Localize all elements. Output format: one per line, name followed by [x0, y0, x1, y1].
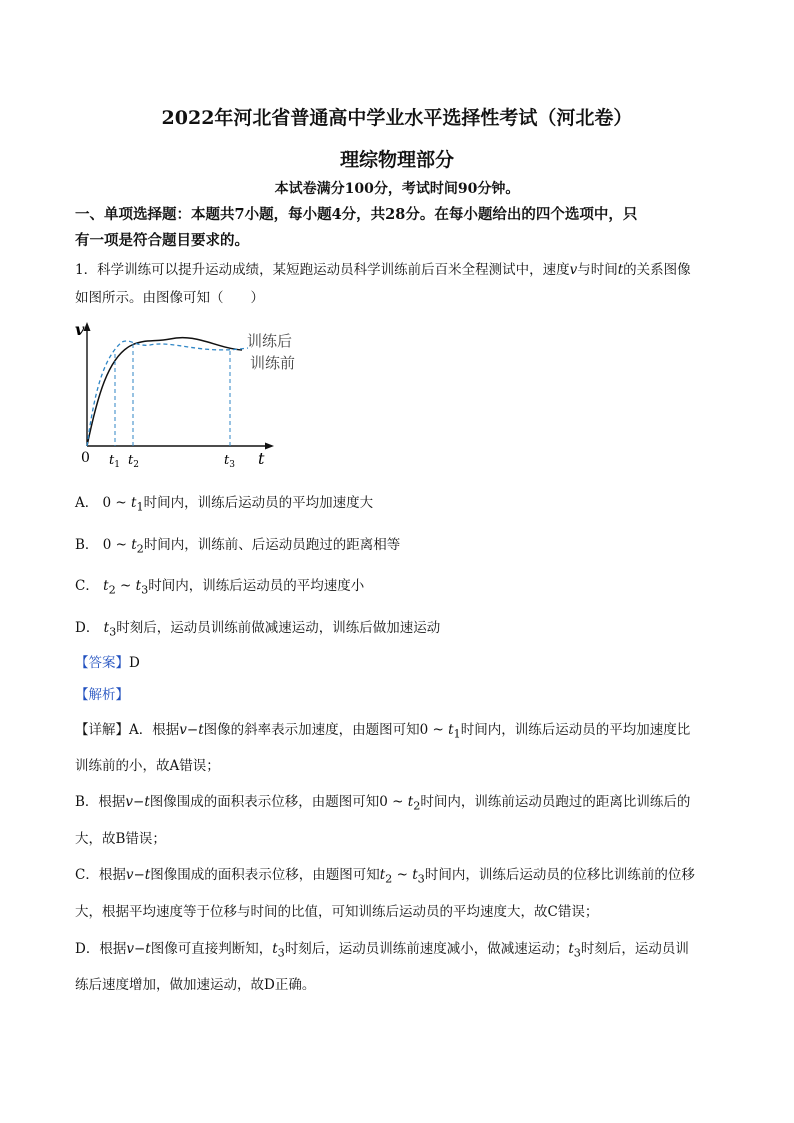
- answer-label: 【答案】: [75, 655, 129, 671]
- option-d-label: D．: [75, 620, 100, 636]
- t2-label: $t_2$: [128, 453, 139, 468]
- question-line1: [75, 258, 691, 278]
- analysis-label: 【解析】: [75, 687, 129, 703]
- y-axis-arrow-icon: [84, 322, 91, 331]
- origin-label: 0: [81, 450, 90, 466]
- question-var-v: v: [569, 262, 578, 278]
- option-c-label: C．: [75, 578, 99, 594]
- detail-a-text3: 时间内，训练后运动员的平均加速度比: [460, 722, 691, 738]
- detail-c-t1: t: [379, 867, 386, 883]
- section-heading-line2: 有一项是符合题目要求的。: [75, 232, 249, 249]
- detail-a-vt: v−t: [179, 722, 204, 738]
- question-text-c: 的关系图像: [623, 262, 691, 278]
- option-b-range: 0 ~: [102, 537, 132, 553]
- detail-b-range: 0 ~: [379, 794, 408, 810]
- option-c-t2: t: [135, 578, 142, 594]
- detail-c-sub2: 3: [417, 872, 425, 886]
- detail-b-sub: 2: [413, 799, 421, 813]
- detail-d-vt: v−t: [126, 941, 151, 957]
- detail-c-line2: 大，根据平均速度等于位移与时间的比值，可知训练后运动员的平均速度大，故C错误；: [75, 904, 599, 920]
- question-var-t: t: [617, 262, 624, 278]
- detail-b-text1: B．根据: [75, 794, 126, 810]
- detail-c-text3: 时间内，训练后运动员的位移比训练前的位移: [424, 867, 695, 883]
- detail-a-range: 0 ~: [419, 722, 449, 738]
- detail-c-line1: [75, 863, 695, 886]
- detail-d-text4: 时刻后，运动员训: [580, 941, 689, 957]
- option-b[interactable]: [75, 533, 400, 556]
- detail-a-sub: 1: [453, 727, 461, 741]
- page-subtitle: 理综物理部分: [339, 149, 454, 171]
- answer-line: [75, 651, 140, 671]
- option-b-t: t: [131, 537, 137, 553]
- option-a-t: t: [131, 495, 137, 511]
- detail-d-t2: t: [568, 941, 574, 957]
- section-heading-line1: 一、单项选择题：本题共7小题，每小题4分，共28分。在每小题给出的四个选项中，只: [75, 206, 638, 223]
- label-before-training: 训练前: [250, 354, 296, 372]
- detail-d-sub2: 3: [573, 946, 581, 960]
- option-c-text: 时间内，训练后运动员的平均速度小: [148, 578, 365, 594]
- detail-b-text2: 图像围成的面积表示位移，由题图可知: [149, 794, 380, 810]
- detail-c-text2: 图像围成的面积表示位移，由题图可知: [150, 867, 380, 883]
- option-d-sub: 3: [109, 625, 117, 639]
- question-text-a: 1．科学训练可以提升运动成绩，某短跑运动员科学训练前后百米全程测试中，速度: [75, 262, 570, 278]
- detail-c-text1: C．根据: [75, 867, 126, 883]
- option-a-sub: 1: [136, 500, 144, 514]
- detail-d-line2: 练后速度增加，做加速运动，故D正确。: [75, 977, 316, 993]
- curve-before-training: [87, 341, 248, 446]
- option-b-sub: 2: [136, 542, 144, 556]
- option-c-tilde: ~: [115, 578, 136, 594]
- detail-a-text1: A．根据: [129, 722, 180, 738]
- x-axis-arrow-icon: [265, 443, 274, 450]
- option-c[interactable]: [75, 574, 364, 597]
- option-d[interactable]: [75, 616, 440, 639]
- detail-b-vt: v−t: [125, 794, 150, 810]
- label-after-training: 训练后: [247, 332, 293, 350]
- detail-d-text1: D．根据: [75, 941, 127, 957]
- option-d-text: 时刻后，运动员训练前做减速运动，训练后做加速运动: [116, 620, 441, 636]
- detail-b-line1: [75, 790, 690, 813]
- detail-b-text3: 时间内，训练前运动员跑过的距离比训练后的: [420, 794, 691, 810]
- answer-value: D: [129, 655, 140, 671]
- t1-label: $t_1$: [109, 453, 120, 468]
- detail-label: 【详解】: [75, 722, 129, 738]
- option-a[interactable]: [75, 491, 373, 514]
- option-d-t: t: [103, 620, 110, 636]
- detail-d-text2: 图像可直接判断知，: [150, 941, 273, 957]
- detail-d-sub: 3: [277, 946, 285, 960]
- detail-c-vt: v−t: [125, 867, 151, 883]
- option-c-sub1: 2: [108, 583, 116, 597]
- option-c-sub2: 3: [141, 583, 149, 597]
- detail-d-t: t: [272, 941, 278, 957]
- detail-a-text2: 图像的斜率表示加速度，由题图可知: [203, 722, 420, 738]
- exam-note: 本试卷满分100分，考试时间90分钟。: [274, 181, 520, 197]
- t3-label: $t_3$: [224, 453, 235, 468]
- detail-a-line1: [75, 718, 690, 741]
- detail-a-line2: 训练前的小，故A错误；: [75, 758, 220, 774]
- detail-c-sub1: 2: [385, 872, 393, 886]
- option-b-label: B．: [75, 537, 99, 553]
- curve-after-training: [87, 338, 242, 446]
- option-b-text: 时间内，训练前、后运动员跑过的距离相等: [143, 537, 401, 553]
- question-text-b: 与时间: [577, 262, 618, 278]
- option-a-label: A．: [75, 495, 99, 511]
- option-a-range: 0 ~: [102, 495, 132, 511]
- detail-c-t2: t: [412, 867, 418, 883]
- detail-d-text3: 时刻后，运动员训练前速度减小，做减速运动；: [284, 941, 569, 957]
- question-line2: 如图所示。由图像可知（ ）: [75, 290, 264, 306]
- analysis-line: [75, 683, 129, 703]
- y-axis-label: v: [75, 320, 85, 339]
- option-c-t1: t: [103, 578, 109, 594]
- x-axis-label: t: [258, 449, 265, 468]
- page-title: 2022年河北省普通高中学业水平选择性考试（河北卷）: [161, 107, 633, 129]
- detail-b-t: t: [407, 794, 414, 810]
- vt-graph: [70, 318, 310, 468]
- detail-b-line2: 大，故B错误；: [75, 831, 166, 847]
- detail-a-t: t: [448, 722, 454, 738]
- detail-c-tilde: ~: [392, 867, 413, 883]
- option-a-text: 时间内，训练后运动员的平均加速度大: [143, 495, 374, 511]
- detail-d-line1: [75, 937, 689, 960]
